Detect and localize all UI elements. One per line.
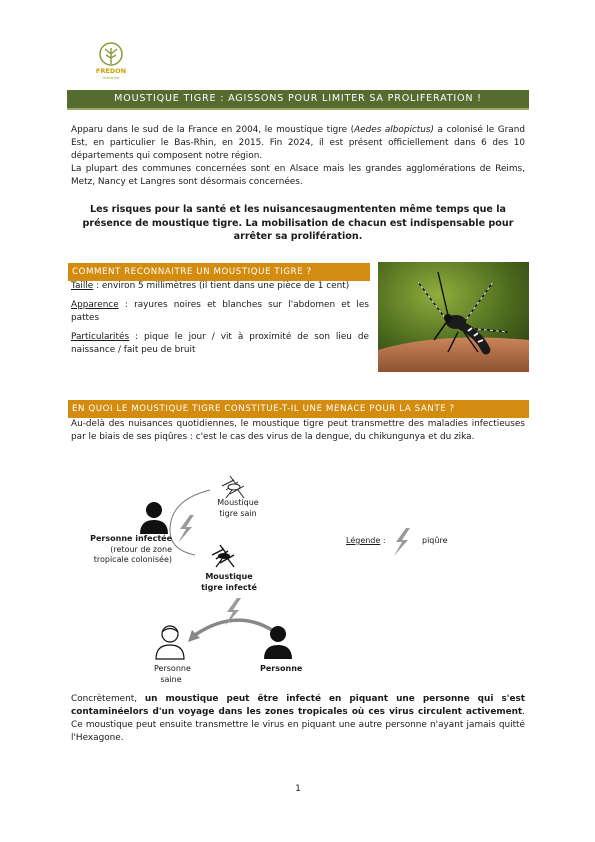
- mosquito-infected-icon: [212, 545, 234, 567]
- bottom-arc: [195, 620, 272, 635]
- item-label: Particularités: [71, 332, 130, 342]
- cycle-arc: [170, 530, 195, 555]
- person-icon: [264, 626, 292, 659]
- infected-person-bold: Personne infectée: [90, 534, 172, 543]
- section-heading-menace: EN QUOI LE MOUSTIQUE TIGRE CONSTITUE-T-IL UNE MENACE POUR LA SANTE ?: [68, 400, 529, 418]
- label-person: Personne: [260, 664, 303, 673]
- page-title: MOUSTIQUE TIGRE : AGISSONS POUR LIMITER SA PROLIFERATION !: [67, 90, 529, 110]
- person-infected-icon: [140, 502, 168, 534]
- infected-person-note: (retour de zone tropicale colonisée): [93, 544, 172, 564]
- legend-label: Légende: [346, 536, 381, 545]
- conclusion-end: . Ce moustique peut ensuite transmettre le virus en piquant une autre personne n'ayant jamais quitté l'Hexagone.: [71, 707, 525, 743]
- item-text: environ 5 millimètres (il tient dans une pièce de 1 cent): [101, 281, 350, 291]
- recognize-item-features: [71, 331, 369, 357]
- legend-value: piqûre: [422, 536, 448, 545]
- section-heading-recognize: COMMENT RECONNAITRE UN MOUSTIQUE TIGRE ?: [68, 263, 370, 281]
- item-text: rayures noires et blanches sur l'abdomen et les pattes: [71, 300, 369, 323]
- warning-text: Les risques pour la santé et les nuisancesaugmententen même temps que la présence de moustique tigre. La mobilisation de chacun est indispensable pour arrêter sa prolifération.: [82, 204, 514, 242]
- item-label: Taille: [71, 281, 94, 291]
- item-text: pique le jour / vit à proximité de son lieu de naissance / fait peu de bruit: [71, 332, 369, 355]
- fredon-logo: [93, 40, 129, 84]
- item-sep: :: [118, 300, 135, 310]
- species-name: Aedes albopictus): [354, 125, 434, 135]
- bite-icon: [178, 515, 194, 543]
- item-label: Apparence: [71, 300, 119, 310]
- mosquito-icon: [222, 476, 244, 498]
- item-sep: :: [93, 281, 102, 291]
- intro-p1-start: Apparu dans le sud de la France en 2004, le moustique tigre (: [71, 125, 355, 135]
- item-sep: :: [129, 332, 144, 342]
- conclusion-text: [71, 693, 525, 745]
- intro-paragraph-2: La plupart des communes concernées sont en Alsace mais les grandes agglomérations de Reims, Metz, Nancy et Langres sont désormais concernées.: [71, 164, 525, 187]
- page-number: 1: [295, 784, 301, 794]
- legend: [346, 536, 466, 547]
- label-healthy-person: Personne saine: [154, 664, 191, 684]
- transmission-diagram: [70, 470, 530, 690]
- legend-sep: :: [380, 536, 386, 545]
- recognize-item-appearance: [71, 299, 369, 325]
- intro-text: [71, 124, 525, 189]
- label-infected-person: [78, 534, 172, 576]
- conclusion-bold: un moustique peut être infecté en piquant une personne qui s'est contaminéelors d'un voyage dans les zones tropicales où ces virus circulent activement: [71, 694, 525, 717]
- person-healthy-icon: [156, 626, 184, 659]
- label-healthy-mosquito: Moustique tigre sain: [217, 498, 259, 518]
- recognize-list: [71, 280, 369, 363]
- cycle-arc: [170, 490, 210, 530]
- mosquito-photo: [378, 262, 529, 372]
- conclusion-start: Concrètement,: [71, 694, 145, 704]
- label-infected-mosquito: Moustique tigre infecté: [201, 572, 257, 592]
- intro-p1-end: a colonisé le Grand Est, en particulier le Bas-Rhin, en 2015. Fin 2024, il est présent officiellement dans 6 des 10 départements qui composent notre région.: [71, 125, 525, 161]
- logo-text: FREDON: [95, 67, 127, 75]
- recognize-item-size: [71, 280, 369, 293]
- logo-subtext: Grand Est: [102, 76, 120, 80]
- intro-paragraph-1: [71, 124, 525, 163]
- menace-text: Au-delà des nuisances quotidiennes, le moustique tigre peut transmettre des maladies infectieuses par le biais de ses piqûres : c'est le cas des virus de la dengue, du chikungunya et du zika.: [71, 419, 525, 442]
